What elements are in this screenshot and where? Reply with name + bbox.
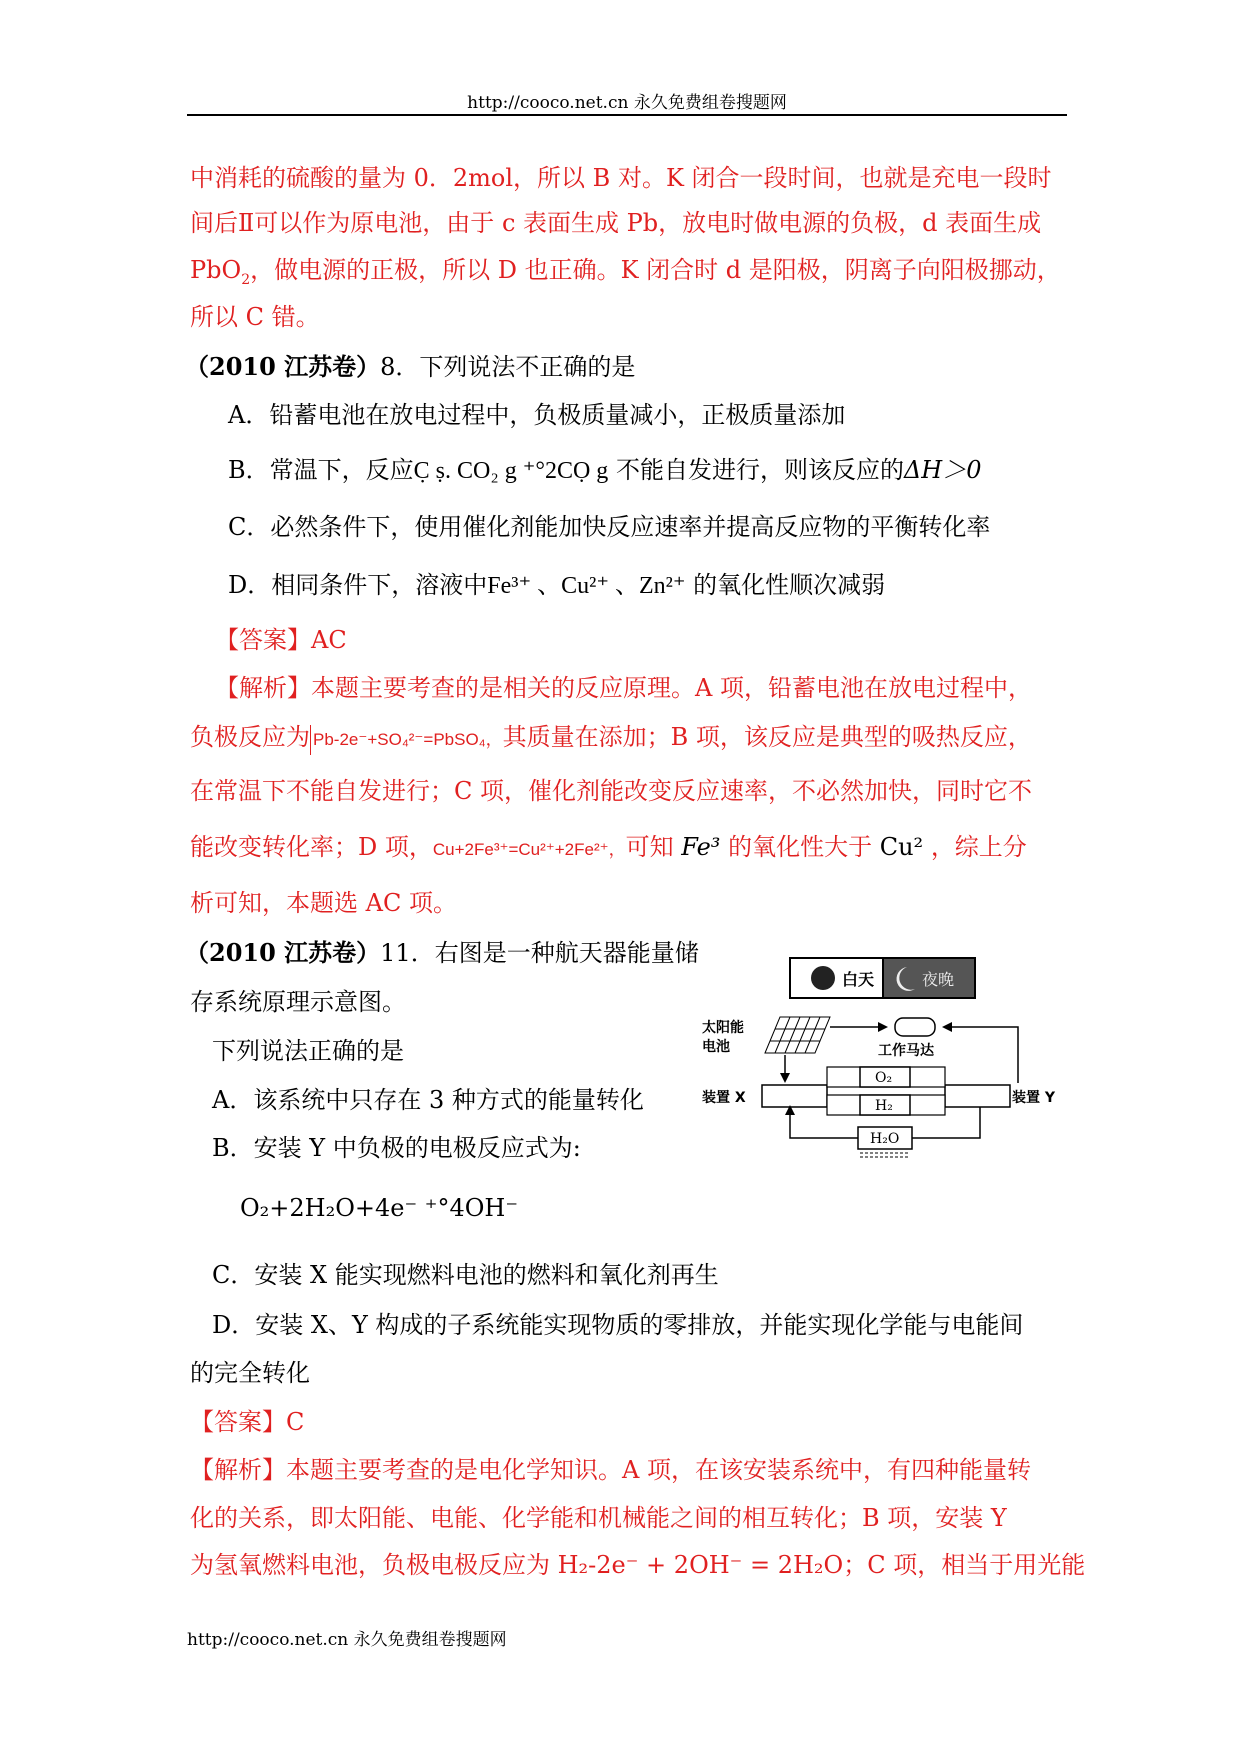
q8-option-a: A．铅蓄电池在放电过程中，负极质量减小，正极质量添加 [228, 401, 846, 429]
water-waves [860, 1153, 910, 1157]
pbso4-equation-image: Pb-2e⁻+SO₄²⁻=PbSO₄， [310, 725, 503, 755]
q11-explanation-line1: 【解析】本题主要考查的是电化学知识。A 项，在该安装系统中，有四种能量转 [190, 1456, 1031, 1484]
q8-explanation-line3: 在常温下不能自发进行；C 项，催化剂能改变反应速率，不必然加快，同时它不 [190, 777, 1032, 805]
q8-b-equation: C̣ ṣ. CO₂ g ⁺°2CỌ g [413, 458, 609, 484]
day-label: 白天 [842, 970, 875, 989]
h2-label: H₂ [875, 1098, 893, 1114]
h2o-label: H₂O [870, 1131, 900, 1147]
cu-fe-equation-image: Cu+2Fe³⁺=Cu²⁺+2Fe²⁺， [432, 840, 626, 859]
q11-stem-line2: 存系统原理示意图。 [190, 988, 406, 1016]
q11-answer: 【答案】C [190, 1408, 305, 1436]
pbo2-formula: PbO$_2$， [190, 256, 275, 288]
solar-label-2: 电池 [702, 1039, 730, 1055]
q8-stem: （2010 江苏卷）8．下列说法不正确的是 [185, 352, 636, 381]
sun-icon [811, 966, 835, 990]
device-y [945, 1085, 1010, 1107]
motor-label: 工作马达 [878, 1043, 934, 1059]
q11-stem-line1: （2010 江苏卷）11．右图是一种航天器能量储 [185, 938, 699, 967]
page-header: http://cooco.net.cn 永久免费组卷搜题网 [467, 93, 787, 113]
q8-answer: 【答案】AC [215, 626, 347, 654]
q11-explanation-line3: 为氢氧燃料电池，负极电极反应为 H₂-2e⁻ + 2OH⁻ = 2H₂O；C 项，相当于用光能 [190, 1551, 1086, 1579]
device-y-label: 装置 Y [1012, 1090, 1056, 1106]
q8-b-dh: ΔH＞0 [903, 456, 982, 484]
device-x [762, 1085, 827, 1107]
q11-option-d-line1: D．安装 X、Y 构成的子系统能实现物质的零排放，并能实现化学能与电能间 [212, 1311, 1024, 1339]
solar-panel [765, 1017, 830, 1053]
q8-option-b: B．常温下，反应C̣ ṣ. CO₂ g ⁺°2CỌ g 不能自发进行，则该反应的ΔH＞0 [228, 456, 982, 484]
q11-option-a: A．该系统中只存在 3 种方式的能量转化 [212, 1086, 644, 1114]
para1-line4: 所以 C 错。 [190, 303, 320, 331]
night-label: 夜晚 [922, 970, 955, 989]
q11-ask: 下列说法正确的是 [212, 1037, 404, 1065]
header-rule [187, 114, 1067, 116]
q8-option-c: C．必然条件下，使用催化剂能加快反应速率并提高反应物的平衡转化率 [228, 513, 991, 541]
o2-label: O₂ [875, 1070, 893, 1086]
q11-option-d-line2: 的完全转化 [190, 1359, 310, 1387]
q11-option-b-equation: O₂+2H₂O+4e⁻ ⁺°4OH⁻ [240, 1194, 518, 1222]
q8-explanation-line1: 【解析】本题主要考查的是相关的反应原理。A 项，铅蓄电池在放电过程中， [215, 674, 1032, 702]
q8-explanation-line5: 析可知，本题选 AC 项。 [190, 889, 457, 917]
page-footer: http://cooco.net.cn 永久免费组卷搜题网 [187, 1630, 507, 1650]
q11-option-b: B．安装 Y 中负极的电极反应式为: [212, 1134, 581, 1162]
solar-label-1: 太阳能 [702, 1020, 744, 1036]
para1-line1: 中消耗的硫酸的量为 0．2mol，所以 B 对。K 闭合一段时间，也就是充电一段时 [190, 164, 1052, 192]
q11-explanation-line2: 化的关系，即太阳能、电能、化学能和机械能之间的相互转化；B 项，安装 Y [190, 1504, 1007, 1532]
device-x-label: 装置 X [702, 1090, 746, 1106]
para1-line2: 间后Ⅱ可以作为原电池，由于 c 表面生成 Pb，放电时做电源的负极，d 表面生成 [190, 209, 1042, 237]
q8-d-ions: Fe³⁺ 、Cu²⁺ 、Zn²⁺ [487, 573, 686, 599]
q8-explanation-line4: 能改变转化率；D 项，Cu+2Fe³⁺=Cu²⁺+2Fe²⁺，可知 Fe³ 的氧化性大于 Cu² ，综上分 [190, 832, 1027, 865]
q8-explanation-line2: 负极反应为 Pb-2e⁻+SO₄²⁻=PbSO₄，其质量在添加；B 项，该反应是典型的吸热反应， [190, 722, 1032, 755]
q11-option-c: C．安装 X 能实现燃料电池的燃料和氧化剂再生 [212, 1261, 719, 1289]
q8-option-d: D．相同条件下，溶液中Fe³⁺ 、Cu²⁺ 、Zn²⁺ 的氧化性顺次减弱 [228, 571, 886, 599]
para1-line3: PbO$_2$，做电源的正极，所以 D 也正确。K 闭合时 d 是阳极，阴离子向阳极挪动， [190, 256, 1061, 288]
motor-icon [895, 1018, 935, 1036]
energy-storage-diagram [700, 955, 1065, 1185]
